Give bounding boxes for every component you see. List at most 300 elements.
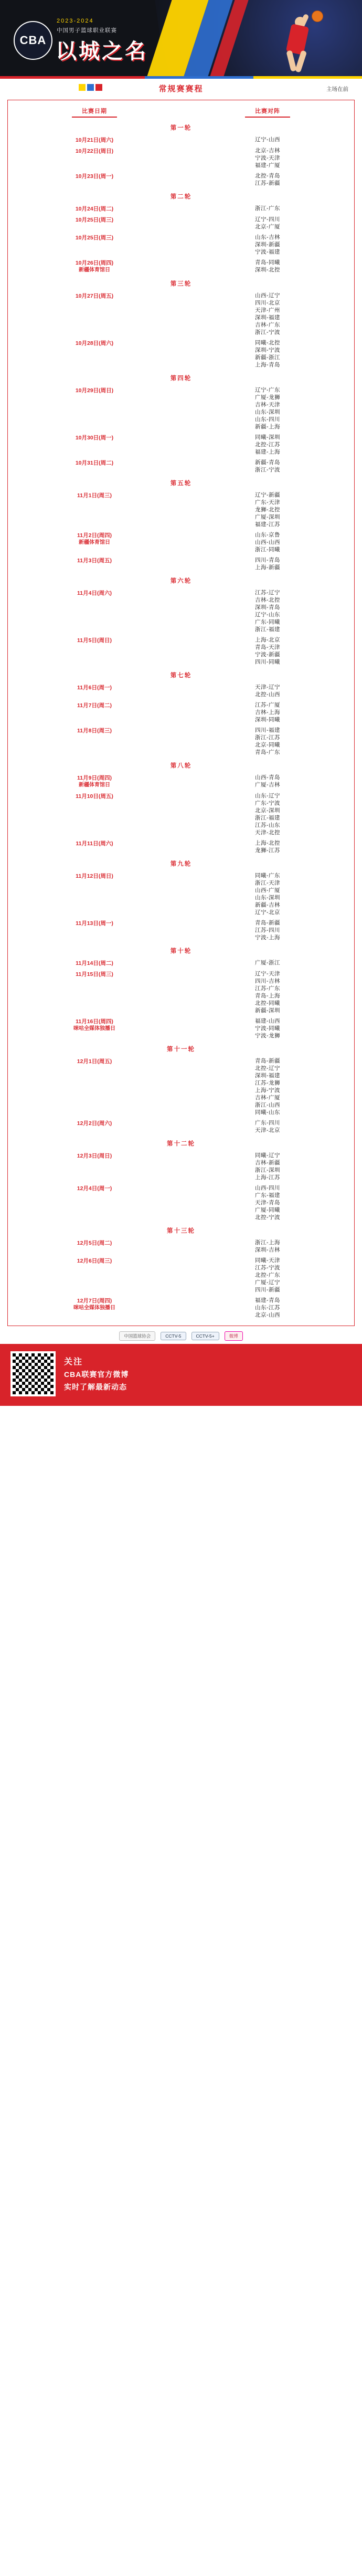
schedule-matchups-cell xyxy=(181,491,354,528)
round-header: 第一轮 xyxy=(170,124,192,131)
matchup: 北京-山西 xyxy=(255,1311,280,1318)
matchup: 山东-吉林 xyxy=(255,234,280,240)
schedule-date-cell xyxy=(8,216,181,224)
schedule-day-row xyxy=(8,838,354,856)
round-header: 第十轮 xyxy=(170,948,192,954)
round-header: 第十二轮 xyxy=(167,1140,195,1147)
matchup: 广东-同曦 xyxy=(255,618,280,625)
matchup: 辽宁-天津 xyxy=(255,970,280,977)
matchup: 宁波-天津 xyxy=(255,154,280,161)
schedule-date-cell xyxy=(8,701,181,709)
matchup: 四川-吉林 xyxy=(255,977,280,984)
schedule-matchups-cell xyxy=(181,839,354,854)
schedule-date-cell xyxy=(8,684,181,691)
matchup: 广厦-吉林 xyxy=(255,781,280,788)
schedule-day-row xyxy=(8,1255,354,1295)
schedule-date-text: 10月29日(周日) xyxy=(75,387,114,394)
matchup: 深圳-吉林 xyxy=(255,1246,280,1253)
schedule-matchups-cell xyxy=(181,919,354,941)
matchup: 辽宁-广东 xyxy=(255,386,280,393)
schedule-date-cell xyxy=(8,1239,181,1247)
schedule-day-row xyxy=(8,587,354,635)
matchup: 同曦-深圳 xyxy=(255,434,280,440)
matchup: 浙江-宁波 xyxy=(255,466,280,473)
column-headers xyxy=(8,103,354,120)
schedule-date-cell xyxy=(8,1297,181,1312)
footer-cta-line1: 关注 xyxy=(64,1358,83,1366)
matchup: 青岛-同曦 xyxy=(255,259,280,266)
schedule-matchups-cell xyxy=(181,172,354,187)
schedule-matchups-cell xyxy=(181,216,354,230)
schedule-day-row xyxy=(8,1237,354,1255)
schedule-matchups-cell xyxy=(181,1297,354,1319)
schedule-date-note: 新疆体育馆日 xyxy=(79,267,110,273)
schedule-date-cell xyxy=(8,970,181,978)
matchup: 山西-山西 xyxy=(255,539,280,545)
matchup: 北控-宁波 xyxy=(255,1214,280,1221)
matchup: 广东-福建 xyxy=(255,1192,280,1198)
matchup: 宁波-新疆 xyxy=(255,651,280,658)
schedule-date-text: 10月24日(周二) xyxy=(75,205,114,212)
schedule-date-text: 11月1日(周三) xyxy=(77,492,112,499)
matchup: 深圳-青岛 xyxy=(255,604,280,611)
matchup: 宁波-龙狮 xyxy=(255,1032,280,1039)
schedule-date-cell xyxy=(8,589,181,597)
matchup: 天津-青岛 xyxy=(255,1199,280,1206)
schedule-date-cell xyxy=(8,1152,181,1160)
matchup: 新疆-浙江 xyxy=(255,354,280,361)
schedule-matchups-cell xyxy=(181,147,354,169)
basketball-icon xyxy=(312,10,323,22)
matchup: 宁波-同曦 xyxy=(255,1025,280,1032)
matchup: 广厦-浙江 xyxy=(255,959,280,966)
schedule-card xyxy=(7,100,355,1326)
matchup: 浙江-福建 xyxy=(255,626,280,633)
matchup: 上海-北京 xyxy=(255,636,280,643)
schedule-matchups-cell xyxy=(181,959,354,966)
matchup: 同曦-山东 xyxy=(255,1109,280,1116)
color-blocks-icon xyxy=(79,84,102,91)
matchup: 山东-江苏 xyxy=(255,1304,280,1311)
round-header: 第四轮 xyxy=(170,375,192,382)
matchup: 宁波-上海 xyxy=(255,934,280,941)
schedule-date-text: 10月23日(周一) xyxy=(75,173,114,180)
matchup: 北京-吉林 xyxy=(255,147,280,154)
schedule-day-row xyxy=(8,171,354,188)
schedule-date-text: 12月1日(周五) xyxy=(77,1058,112,1065)
matchup: 浙江-江苏 xyxy=(255,734,280,741)
round-header: 第八轮 xyxy=(170,762,192,769)
schedule-matchups-cell xyxy=(181,459,354,474)
season-label: 2023-2024 xyxy=(57,18,94,24)
matchup: 新疆-吉林 xyxy=(255,901,280,908)
schedule-day-row xyxy=(8,725,354,758)
matchup: 山东-深圳 xyxy=(255,408,280,415)
schedule-date-cell xyxy=(8,459,181,467)
matchup: 江苏-山东 xyxy=(255,822,280,828)
schedule-matchups-cell xyxy=(181,970,354,1014)
matchup: 吉林-广厦 xyxy=(255,1094,280,1101)
round-header: 第十三轮 xyxy=(167,1227,195,1234)
schedule-date-text: 10月22日(周日) xyxy=(75,148,114,154)
schedule-date-text: 11月13日(周一) xyxy=(76,920,113,927)
schedule-date-note: 咪咕全媒体独播日 xyxy=(73,1025,115,1032)
schedule-matchups-cell xyxy=(181,727,354,756)
schedule-matchups-cell xyxy=(181,636,354,666)
matchup: 江苏-新疆 xyxy=(255,180,280,186)
schedule-date-cell xyxy=(8,774,181,789)
schedule-date-text: 11月9日(周四) xyxy=(77,774,112,781)
matchup: 新疆-上海 xyxy=(255,423,280,430)
schedule-day-row xyxy=(8,969,354,1016)
matchup: 四川-新疆 xyxy=(255,1286,280,1293)
schedule-matchups-cell xyxy=(181,1017,354,1039)
matchup: 江苏-广东 xyxy=(255,985,280,992)
schedule-matchups-cell xyxy=(181,1057,354,1116)
schedule-date-cell xyxy=(8,792,181,800)
schedule-date-text: 11月3日(周五) xyxy=(77,557,112,564)
matchup: 四川-福建 xyxy=(255,727,280,733)
schedule-day-row xyxy=(8,385,354,432)
schedule-day-row xyxy=(8,555,354,573)
title-strip xyxy=(0,79,362,98)
schedule-date-cell xyxy=(8,172,181,180)
matchup: 浙江-山西 xyxy=(255,1101,280,1108)
schedule-day-row xyxy=(8,1016,354,1041)
matchup: 上海-北控 xyxy=(255,839,280,846)
column-header-matchup: 比赛对阵 xyxy=(181,107,354,118)
schedule-matchups-cell xyxy=(181,1257,354,1294)
matchup: 四川-北京 xyxy=(255,299,280,306)
matchup: 江苏-四川 xyxy=(255,927,280,933)
schedule-date-note: 咪咕全媒体独播日 xyxy=(73,1305,115,1311)
matchup: 深圳-同曦 xyxy=(255,716,280,723)
matchup: 福建-青岛 xyxy=(255,1297,280,1303)
schedule-date-cell xyxy=(8,1184,181,1192)
cba-logo-text: CBA xyxy=(14,21,52,60)
matchup: 辽宁-山西 xyxy=(255,136,280,143)
schedule-date-text: 11月16日(周四) xyxy=(76,1018,113,1025)
matchup: 吉林-广东 xyxy=(255,321,280,328)
schedule-date-text: 12月5日(周二) xyxy=(77,1239,112,1246)
partner-logo-1: CCTV-5 xyxy=(161,1332,186,1340)
schedule-date-text: 11月11日(周六) xyxy=(76,840,113,847)
schedule-day-row xyxy=(8,290,354,338)
matchup: 浙江-深圳 xyxy=(255,1166,280,1173)
matchup: 上海-新疆 xyxy=(255,564,280,571)
matchup: 宁波-福建 xyxy=(255,248,280,255)
round-header: 第九轮 xyxy=(170,860,192,867)
schedule-day-row xyxy=(8,1183,354,1223)
schedule-matchups-cell xyxy=(181,386,354,430)
round-header: 第三轮 xyxy=(170,280,192,287)
schedule-date-text: 11月14日(周二) xyxy=(76,960,113,966)
matchup: 浙江-同曦 xyxy=(255,546,280,553)
header-banner xyxy=(0,0,362,79)
matchup: 江苏-龙狮 xyxy=(255,1079,280,1086)
schedule-day-row xyxy=(8,870,354,918)
schedule-date-cell xyxy=(8,434,181,441)
schedule-matchups-cell xyxy=(181,531,354,553)
partner-logo-0: 中国篮球协会 xyxy=(119,1331,155,1341)
round-header: 第十一轮 xyxy=(167,1046,195,1053)
schedule-day-row xyxy=(8,700,354,725)
schedule-date-text: 11月2日(周四) xyxy=(77,532,112,539)
matchup: 北京-同曦 xyxy=(255,741,280,748)
matchup: 北控-青岛 xyxy=(255,172,280,179)
matchup: 山东-深圳 xyxy=(255,894,280,901)
schedule-day-row xyxy=(8,958,354,969)
matchup: 青岛-新疆 xyxy=(255,1057,280,1064)
column-header-date: 比赛日期 xyxy=(8,107,181,118)
matchup: 青岛-天津 xyxy=(255,644,280,650)
schedule-matchups-cell xyxy=(181,1119,354,1134)
schedule-date-cell xyxy=(8,959,181,967)
qr-code-icon[interactable] xyxy=(10,1351,56,1396)
matchup: 吉林-天津 xyxy=(255,401,280,408)
schedule-date-cell xyxy=(8,292,181,300)
partner-logo-2: CCTV-5+ xyxy=(191,1332,219,1340)
matchup: 青岛-新疆 xyxy=(255,919,280,926)
schedule-date-cell xyxy=(8,339,181,347)
schedule-matchups-cell xyxy=(181,684,354,698)
matchup: 福建-山西 xyxy=(255,1017,280,1024)
schedule-day-row xyxy=(8,232,354,257)
schedule-matchups-cell xyxy=(181,234,354,256)
schedule-day-row xyxy=(8,257,354,276)
schedule-matchups-cell xyxy=(181,205,354,212)
matchup: 深圳-福建 xyxy=(255,1072,280,1079)
footer-cta-line3: 实时了解最新动态 xyxy=(64,1383,127,1391)
matchup: 上海-青岛 xyxy=(255,361,280,368)
schedule-day-row xyxy=(8,490,354,530)
footer-cta-line2: CBA联赛官方微博 xyxy=(64,1370,129,1379)
schedule-date-text: 11月7日(周二) xyxy=(77,702,112,709)
matchup: 山西-青岛 xyxy=(255,774,280,781)
schedule-matchups-cell xyxy=(181,556,354,571)
schedule-date-cell xyxy=(8,556,181,564)
matchup: 吉林-北控 xyxy=(255,596,280,603)
schedule-date-text: 12月6日(周三) xyxy=(77,1257,112,1264)
schedule-date-cell xyxy=(8,1057,181,1065)
matchup: 广东-天津 xyxy=(255,499,280,506)
matchup: 上海-宁波 xyxy=(255,1087,280,1094)
round-header: 第五轮 xyxy=(170,480,192,487)
matchup: 广厦-辽宁 xyxy=(255,1279,280,1286)
schedule-date-cell xyxy=(8,839,181,847)
schedule-date-text: 10月31日(周二) xyxy=(75,459,114,466)
schedule-matchups-cell xyxy=(181,1184,354,1221)
schedule-day-row xyxy=(8,338,354,370)
matchup: 上海-江苏 xyxy=(255,1174,280,1181)
schedule-date-text: 11月6日(周一) xyxy=(77,684,112,691)
matchup: 浙江-上海 xyxy=(255,1239,280,1246)
matchup: 北京-深圳 xyxy=(255,807,280,814)
schedule-day-row xyxy=(8,530,354,555)
schedule-date-text: 12月3日(周日) xyxy=(77,1152,112,1159)
matchup: 深圳-北控 xyxy=(255,266,280,273)
poster-main-title: 以城之名 xyxy=(56,40,148,63)
schedule-day-row xyxy=(8,145,354,171)
schedule-date-text: 10月30日(周一) xyxy=(75,434,114,441)
matchup: 四川-青岛 xyxy=(255,556,280,563)
matchup: 广厦-同曦 xyxy=(255,1206,280,1213)
schedule-date-text: 10月27日(周五) xyxy=(75,292,114,299)
schedule-date-cell xyxy=(8,1119,181,1127)
matchup: 广厦-深圳 xyxy=(255,513,280,520)
schedule-matchups-cell xyxy=(181,1152,354,1181)
matchup: 山东-京鲁 xyxy=(255,531,280,538)
matchup: 山西-四川 xyxy=(255,1184,280,1191)
schedule-date-cell xyxy=(8,234,181,241)
basketball-player-illustration xyxy=(268,9,331,72)
schedule-day-row xyxy=(8,1118,354,1135)
matchup: 同曦-广东 xyxy=(255,872,280,879)
partner-logo-3: 微博 xyxy=(225,1331,243,1341)
cba-logo xyxy=(14,21,52,60)
home-team-first-note: 主场在前 xyxy=(326,86,348,92)
footer-cta-text xyxy=(64,1355,129,1392)
schedule-date-text: 11月8日(周三) xyxy=(77,727,112,734)
schedule-date-cell xyxy=(8,727,181,734)
round-header: 第六轮 xyxy=(170,577,192,584)
schedule-date-text: 11月4日(周六) xyxy=(77,590,112,596)
matchup: 吉林-上海 xyxy=(255,709,280,716)
matchup: 深圳-新疆 xyxy=(255,241,280,248)
matchup: 北控-同曦 xyxy=(255,1000,280,1006)
schedule-date-text: 11月12日(周日) xyxy=(76,872,113,879)
schedule-date-cell xyxy=(8,531,181,546)
schedule-date-cell xyxy=(8,1257,181,1265)
schedule-day-row xyxy=(8,635,354,667)
schedule-matchups-cell xyxy=(181,774,354,788)
matchup: 江苏-宁波 xyxy=(255,1264,280,1271)
schedule-day-row xyxy=(8,918,354,943)
schedule-day-row xyxy=(8,432,354,457)
schedule-day-row xyxy=(8,682,354,700)
schedule-day-row xyxy=(8,134,354,145)
schedule-matchups-cell xyxy=(181,589,354,633)
schedule-date-cell xyxy=(8,491,181,499)
matchup: 天津-北控 xyxy=(255,829,280,836)
schedule-date-text: 11月15日(周三) xyxy=(76,971,113,977)
matchup: 天津-辽宁 xyxy=(255,684,280,690)
schedule-matchups-cell xyxy=(181,792,354,836)
matchup: 山西-广厦 xyxy=(255,887,280,893)
schedule-date-cell xyxy=(8,919,181,927)
matchup: 山东-辽宁 xyxy=(255,792,280,799)
matchup: 同曦-北控 xyxy=(255,339,280,346)
schedule-date-text: 10月25日(周三) xyxy=(75,234,114,241)
matchup: 北控-辽宁 xyxy=(255,1065,280,1071)
matchup: 辽宁-新疆 xyxy=(255,491,280,498)
schedule-day-row xyxy=(8,457,354,475)
schedule-matchups-cell xyxy=(181,701,354,723)
matchup: 辽宁-四川 xyxy=(255,216,280,223)
matchup: 辽宁-山东 xyxy=(255,611,280,618)
matchup: 广东-宁波 xyxy=(255,800,280,806)
schedule-date-text: 11月5日(周日) xyxy=(77,637,112,644)
matchup: 四川-同曦 xyxy=(255,658,280,665)
schedule-date-cell xyxy=(8,636,181,644)
matchup: 广东-四川 xyxy=(255,1119,280,1126)
schedule-matchups-cell xyxy=(181,1239,354,1254)
regular-season-label: 常规赛赛程 xyxy=(158,84,204,93)
schedule-day-row xyxy=(8,1056,354,1118)
footer-cta-banner xyxy=(0,1344,362,1406)
matchup: 北控-广东 xyxy=(255,1271,280,1278)
schedule-date-text: 10月25日(周三) xyxy=(75,216,114,223)
matchup: 深圳-宁波 xyxy=(255,346,280,353)
partner-logos xyxy=(0,1326,362,1344)
matchup: 青岛-上海 xyxy=(255,992,280,999)
schedule-day-row xyxy=(8,1295,354,1320)
schedule-day-row xyxy=(8,791,354,838)
round-header: 第七轮 xyxy=(170,672,192,679)
schedule-day-row xyxy=(8,214,354,232)
matchup: 天津-广州 xyxy=(255,307,280,313)
matchup: 北控-山西 xyxy=(255,691,280,698)
schedule-date-text: 10月21日(周六) xyxy=(75,136,114,143)
matchup: 福建-江苏 xyxy=(255,521,280,528)
schedule-matchups-cell xyxy=(181,136,354,143)
schedule-day-row xyxy=(8,1150,354,1183)
schedule-date-text: 10月28日(周六) xyxy=(75,340,114,346)
schedule-date-text: 12月2日(周六) xyxy=(77,1120,112,1127)
matchup: 江苏-广厦 xyxy=(255,701,280,708)
rounds-container xyxy=(8,120,354,1320)
schedule-date-cell xyxy=(8,136,181,144)
schedule-date-cell xyxy=(8,147,181,155)
schedule-date-cell xyxy=(8,872,181,880)
matchup: 新疆-深圳 xyxy=(255,1007,280,1014)
matchup: 北控-江苏 xyxy=(255,441,280,448)
matchup: 同曦-辽宁 xyxy=(255,1152,280,1159)
schedule-date-note: 新疆体育馆日 xyxy=(79,782,110,788)
schedule-matchups-cell xyxy=(181,339,354,369)
schedule-date-cell xyxy=(8,386,181,394)
round-header: 第二轮 xyxy=(170,193,192,200)
matchup: 浙江-福建 xyxy=(255,814,280,821)
league-subtitle: 中国男子篮球职业联赛 xyxy=(57,27,117,34)
schedule-date-text: 10月26日(周四) xyxy=(75,259,114,266)
matchup: 浙江-宁波 xyxy=(255,329,280,335)
schedule-date-note: 新疆体育馆日 xyxy=(79,539,110,545)
schedule-date-cell xyxy=(8,1017,181,1033)
schedule-matchups-cell xyxy=(181,872,354,916)
matchup: 同曦-天津 xyxy=(255,1257,280,1264)
matchup: 天津-北京 xyxy=(255,1127,280,1133)
matchup: 浙江-天津 xyxy=(255,879,280,886)
matchup: 福建-上海 xyxy=(255,448,280,455)
schedule-date-text: 12月4日(周一) xyxy=(77,1185,112,1192)
matchup: 龙狮-江苏 xyxy=(255,847,280,854)
matchup: 福建-广厦 xyxy=(255,162,280,169)
schedule-matchups-cell xyxy=(181,259,354,274)
matchup: 吉林-新疆 xyxy=(255,1159,280,1166)
matchup: 江苏-辽宁 xyxy=(255,589,280,596)
matchup: 深圳-福建 xyxy=(255,314,280,321)
matchup: 浙江-广东 xyxy=(255,205,280,212)
matchup: 山西-辽宁 xyxy=(255,292,280,299)
schedule-day-row xyxy=(8,203,354,214)
schedule-matchups-cell xyxy=(181,292,354,336)
schedule-day-row xyxy=(8,772,354,791)
matchup: 青岛-广东 xyxy=(255,749,280,755)
schedule-matchups-cell xyxy=(181,434,354,456)
schedule-date-cell xyxy=(8,205,181,213)
schedule-date-text: 12月7日(周四) xyxy=(77,1297,112,1304)
